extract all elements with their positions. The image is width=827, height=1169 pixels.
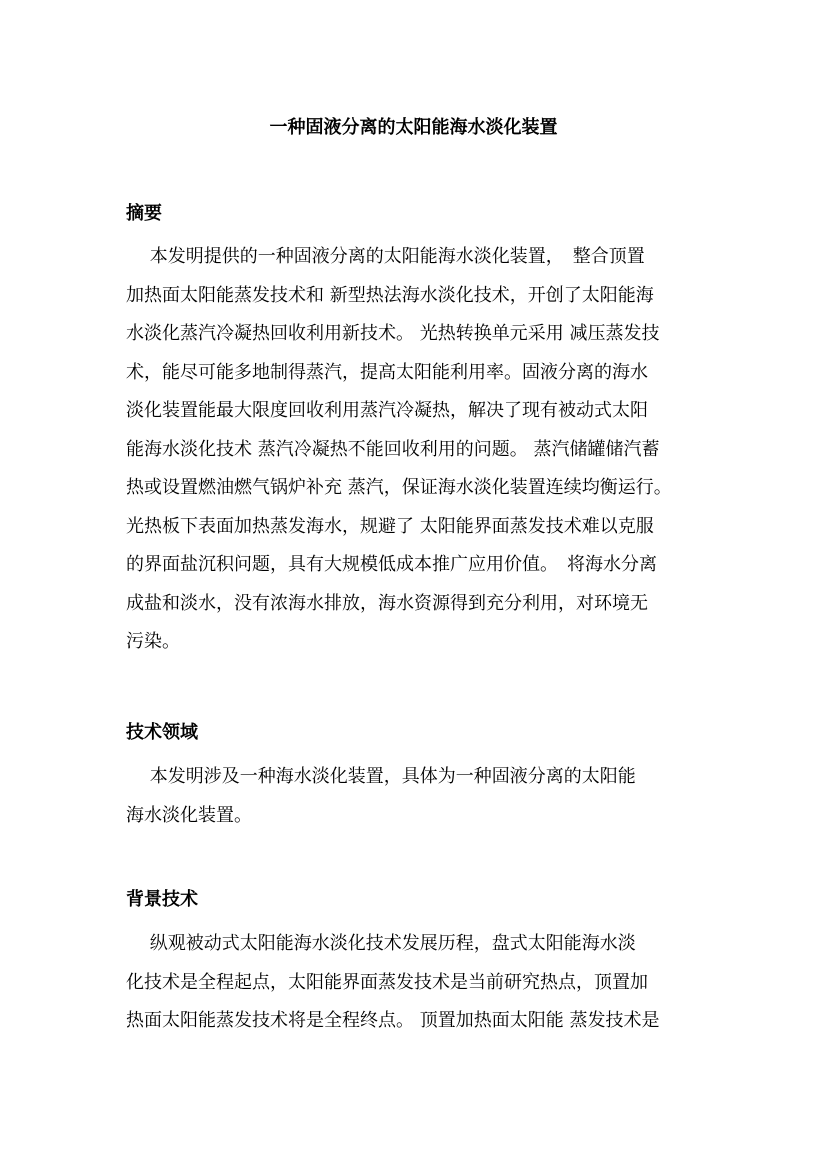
text-line: 热面太阳能蒸发技术将是全程终点。 顶置加热面太阳能 蒸发技术是 xyxy=(126,1010,660,1031)
text-line: 热或设置燃油燃气锅炉补充 蒸汽，保证海水淡化装置连续均衡运行。 xyxy=(126,477,672,498)
text-line: 本发明提供的一种固液分离的太阳能海水淡化装置， 整合顶置 xyxy=(126,246,645,267)
text-line: 本发明涉及一种海水淡化装置，具体为一种固液分离的太阳能 xyxy=(126,766,636,787)
section-body-abstract xyxy=(126,238,701,662)
document-title: 一种固液分离的太阳能海水淡化装置 xyxy=(269,117,558,138)
text-line: 污染。 xyxy=(126,631,180,652)
text-line: 水淡化蒸汽冷凝热回收利用新技术。 光热转换单元采用 减压蒸发技 xyxy=(126,323,660,344)
section-heading-technical-field: 技术领域 xyxy=(126,722,198,743)
text-line: 术，能尽可能多地制得蒸汽，提高太阳能利用率。固液分离的海水 xyxy=(126,361,648,383)
text-line: 化技术是全程起点，太阳能界面蒸发技术是当前研究热点，顶置加 xyxy=(126,971,648,993)
text-line: 能海水淡化技术 蒸汽冷凝热不能回收利用的问题。 蒸汽储罐储汽蓄 xyxy=(126,438,660,460)
text-line: 加热面太阳能蒸发技术和 新型热法海水淡化技术，开创了太阳能海 xyxy=(126,284,654,306)
section-heading-abstract: 摘要 xyxy=(126,203,162,224)
text-line: 的界面盐沉积问题，具有大规模低成本推广应用价值。 将海水分离 xyxy=(126,554,657,575)
text-line: 光热板下表面加热蒸发海水，规避了 太阳能界面蒸发技术难以克服 xyxy=(126,515,654,537)
section-body-technical-field xyxy=(126,758,701,835)
text-line: 淡化装置能最大限度回收利用蒸汽冷凝热，解决了现有被动式太阳 xyxy=(126,400,648,421)
section-body-background xyxy=(126,925,701,1041)
text-line: 纵观被动式太阳能海水淡化技术发展历程，盘式太阳能海水淡 xyxy=(126,933,636,954)
text-line: 海水淡化装置。 xyxy=(126,804,252,826)
section-heading-background: 背景技术 xyxy=(126,889,198,910)
text-line: 成盐和淡水，没有浓海水排放，海水资源得到充分利用，对环境无 xyxy=(126,592,648,614)
